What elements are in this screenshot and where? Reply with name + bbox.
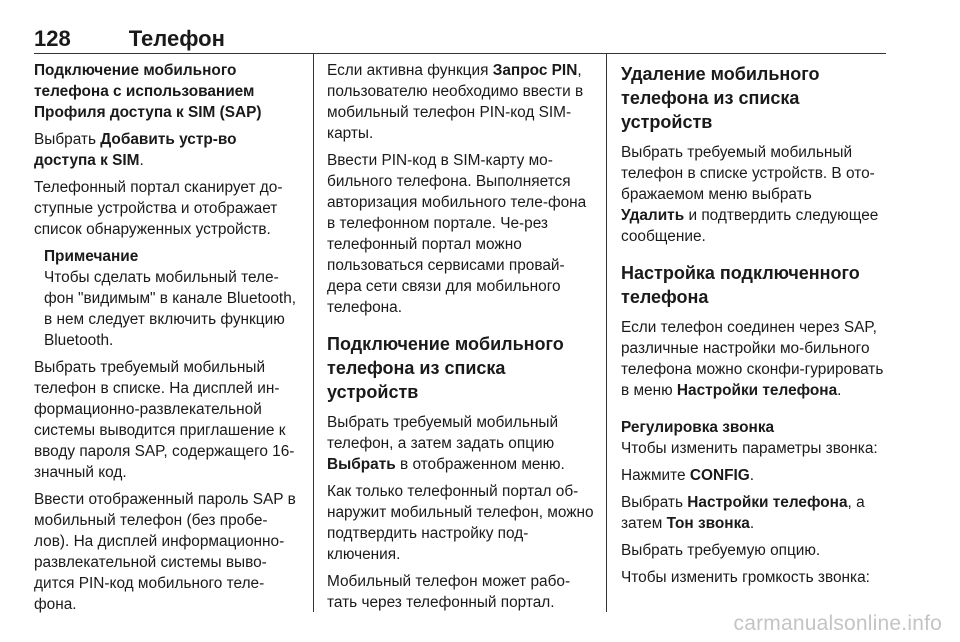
paragraph-enter-sap-password: Ввести отображенный пароль SAP в мобильный телефон (без пробе-лов). На дисплей информационно-развлекательной системы выво-дится PIN-код мобильного теле-фона. [34,491,296,613]
step-add-sap-device: Выбрать Добавить устр-во доступа к SIM. [34,131,237,169]
paragraph-change-ring-params: Чтобы изменить параметры звонка: [621,440,878,457]
subheading-ringtone: Регулировка звонка [621,419,775,436]
column-2 [327,60,595,619]
header-rule [34,53,886,54]
paragraph-press-config: Нажмите CONFIG. [621,467,755,484]
paragraph-phone-works: Мобильный телефон может рабо-тать через телефонный портал. [327,573,571,611]
note-text: Чтобы сделать мобильный теле-фон "видимым" в канале Bluetooth, в нем следует включить функцию Bluetooth. [44,269,297,349]
paragraph-pin-request: Если активна функция Запрос PIN, пользователю необходимо ввести в мобильный телефон PIN-код SIM-карты. [327,62,584,142]
running-title: Телефон [128,26,225,51]
paragraph-select-option-ring: Выбрать требуемую опцию. [621,542,821,559]
paragraph-confirm-connection: Как только телефонный портал об-наружит мобильный телефон, можно подтвердить настройку под-ключения. [327,483,594,563]
column-divider-2 [606,54,607,612]
column-3 [621,60,887,594]
column-1 [34,60,300,621]
paragraph-enter-pin: Ввести PIN-код в SIM-карту мо-бильного телефона. Выполняется авторизация мобильного теле-фона в телефонном портале. Че-рез телефонный портал можно пользоваться сервисами провай-дера сети связи для мобильного телефона. [327,152,587,316]
section-heading-sap: Подключение мобильного телефона с использованием Профиля доступа к SIM (SAP) [34,62,262,121]
section-heading-connect-from-list: Подключение мобильного телефона из списка устройств [327,334,564,402]
note-box [44,246,300,351]
paragraph-select-option: Выбрать требуемый мобильный телефон, а затем задать опцию Выбрать в отображенном меню. [327,414,565,473]
page-header [34,26,225,52]
paragraph-confirm-delete: Удалить и подтвердить следующее сообщение. [621,207,879,245]
paragraph-scan: Телефонный портал сканирует до-ступные устройства и отображает список обнаруженных устройств. [34,179,283,238]
page-number: 128 [34,26,71,51]
paragraph-select-delete: Выбрать требуемый мобильный телефон в списке устройств. В ото-бражаемом меню выбрать [621,144,875,203]
paragraph-select-ringtone: Выбрать Настройки телефона, а затем Тон звонка. [621,494,865,532]
section-heading-phone-settings: Настройка подключенного телефона [621,263,860,307]
paragraph-sap-settings: Если телефон соединен через SAP, различные настройки мо-бильного телефона можно сконфи-гурировать в меню Настройки телефона. [621,319,884,399]
paragraph-change-volume: Чтобы изменить громкость звонка: [621,569,870,586]
section-heading-delete-phone: Удаление мобильного телефона из списка устройств [621,64,820,132]
note-title: Примечание [44,248,139,265]
watermark: carmanualsonline.info [733,612,942,635]
paragraph-select-phone: Выбрать требуемый мобильный телефон в списке. На дисплей ин-формационно-развлекательной системы выводится приглашение к вводу пароля SAP, содержащего 16-значный код. [34,359,295,481]
column-divider-1 [313,54,314,612]
